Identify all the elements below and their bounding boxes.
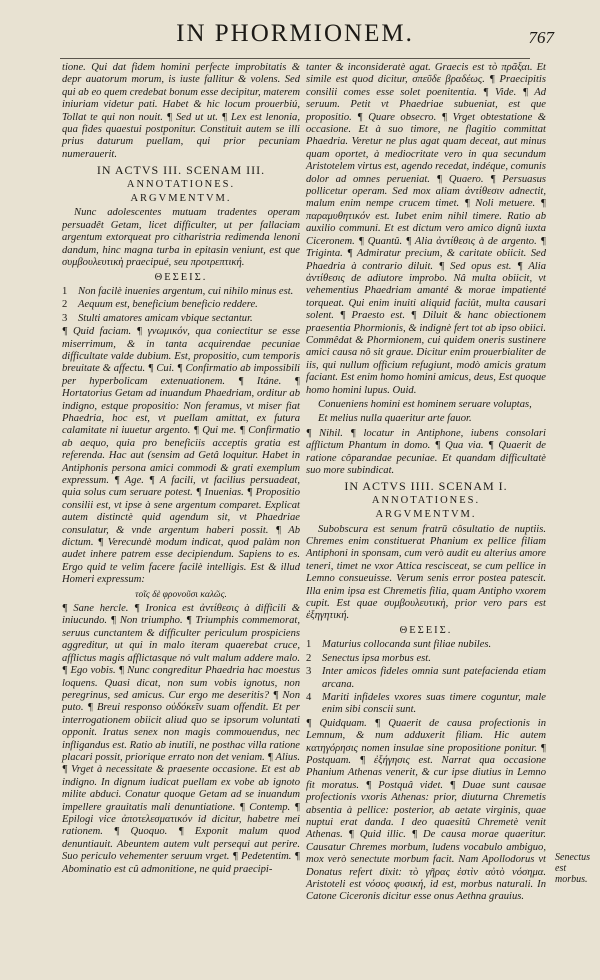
thesis-item: 2 Aequum est, beneficium beneficio reddere. [62,299,258,311]
argument-text-right: Subobscura est senum fratrū côsultatio de nuptiis. Chremes enim constituerat Phanium ex pellice filiam Antiphoni in sponsam, cum verò audit eu alterius amore teneri, timet ne vxor Attica rescisceat, se cum pellice in Lemno consueuisse. Verum senis error postea patescit. Illa enim ipsa est Chremetis filia, quam Antipho vxorem cupit. Est quae συμβουλευτικὴ, prior vero pars est ἐξηγητική. [306,523,546,622]
thesis-item: 2 Senectus ipsa morbus est. [306,652,431,664]
thesis-item: 1 Maturius collocanda sunt filiae nubiles. [306,639,492,651]
left-paragraph-2: ¶ Quid faciam. ¶ γνωμικόν, qua coniectitur se esse miserrimum, & in tanta acquirendae pecuniae difficultate valde dubium. Est, propositio, cum temporis breuitate & affectu. ¶ Cui. ¶ Confirmatio ab impossibili per hyperbolicam extenuationem. ¶ Itáne. ¶ Hortatorius Getam ad inuandum Phaedriam, orditur ab indigno, estque propositio: Non feramus, vt miser fiat Phaedria, hoc est, vt puellam amittat, ex futura calamitate ni iuuetur argento. ¶ Qui me. ¶ Confirmatio ab aequo, quia pro beneficiis acceptis gratia est referenda. Hac aut (sensim ad Getâ loquitur. Habet in Antiphonis persona amici commodi & grati exemplum expressum. ¶ Age. ¶ A facili, vt facilius persuadeat, quia solus cum seruare potest. ¶ Inuenias. ¶ Propositio consilii est, vt ipse à sene argentum comparet. Explicat autem distinctè quid agendum sit, vt Phaedriae consulatur, & vnde argentum haberi possit. ¶ Ab dictum. ¶ Verecundè modum indicat, quod palàm non audet inhere patrem esse decipiendum. Sapiens to es. Ergo quid te velim facere facilè intelligis. Est & illud Homeri expressum: [62,326,300,586]
left-paragraph-1: tione. Qui dat fidem homini perfecte improbitatis & depr auatorum morum, is iuste fallitur & volens. Sed qui ab eo quem credebat bonum esse decipitur, materem iniuriam videtur pati. Habet & hic locum prouerbiú, Tollat te qui non nouit. ¶ Sed ut ut. ¶ Lex est lenonia, qua fides quaestui postponitur. Constituit autem se illi prius daturum puellam, qui prior pecuniam numerauerit. [62,62,300,160]
page-number: 767 [528,28,554,47]
thesis-item: 4 Mariti infideles vxores suas timere coguntur, male enim sibi conscii sunt. [306,691,546,716]
right-column [306,62,546,903]
left-paragraph-3: ¶ Sane hercle. ¶ Ironica est ἀντίθεσις à difficili & iniucundo. ¶ Non triumpho. ¶ Triumphis commemorat, seruus cunctantem & difficulter periculum prospiciens aggreditur, ut qui in malo iteram quaerebat cruce, afflictus magis afflictasque nó vult malum addere malo. ¶ Ego vobis. ¶ Nunc congreditur Phaedria hac moestus loquens. Quasi dicat, non sum vobis ignotus, non peregrinus, sed amicus. Cur ergo me deseritis? ¶ Non puto. ¶ Breui responso οὐδόκεῖν suam offendit. Et per interrogationem obiicit aliud quo se ipsorum voluntati opponit. Iratus senex non magis commouendus, nec infligandus est. Ratio ab inutili, ne posthac villa ratione placari possit, priorique errato non det veniam. ¶ Alius. ¶ Vrget à necessitate & praesente occasione. Et est ab indigno. In dignum iudicat puellam ex vobe ab ignoto milite abduci. Conatur quoque Getam ad se inuandum impellere grauitatis mali denuntiatione. ¶ Contemp. ¶ Epilogi vice ἀποτελεσματικόν id dicitur, habetre mei rationem. ¶ Quoquo. ¶ Exponit malum quod denuntiauit. Abeuntem autem vult persequi aut perire. Suo periculo vehementer seruum vrget. ¶ Pedetentim. ¶ Abominatio est cû admonitione, ne quid praecipi- [62,603,300,875]
thesis-item: 3 Inter amicos fideles omnia sunt patefacienda etiam arcana. [306,666,546,690]
annotations-heading-right: ANNOTATIONES. [371,494,481,506]
act-heading-right: IN ACTVS IIII. SCENAM I. [344,479,508,494]
right-paragraph-2: ¶ Nihil. ¶ locatur in Antiphone, iubens consolari afflictum Phantum in domo. ¶ Qua via. ¶ Quaerit de ratione côparandae pecuniae. Et quandam difficultatè suo more subindicat. [306,427,546,476]
thesis-item: 3 Stulti amatores amicam vbique sectantur. [62,312,253,324]
verse-line-2: Et melius nulla quaeritur arte fauor. [318,413,472,425]
act-heading-left: IN ACTVS III. SCENAM III. [96,163,266,178]
right-paragraph-1: tanter & inconsideratè agat. Graecis est τὸ πρᾶξαι. Et simile est quod dicitur, σπεῦδε βραδέως. ¶ Praecipitis consilii comes esse solet poenitentia. ¶ Vide. ¶ Ad seruum. Petit vt Phaedriae subueniat, est que propositio. ¶ Quare obsecro. ¶ Vrget obtestatione & occasione. Et à suo timore, ne flagitio committat Phaedria. Veretur ne plus agat quam deceat, aut minus quam oportet, à mediocritate vero in qua secundum Aristotelem virtus est, agendo recedat, indéque, comunis dolor ad omnes perueniat. ¶ Quaero. ¶ Persuasus pollicetur operam. Sed mox aliam ἀντίθεσιν adnectit, malum enim nempe crucem timet. ¶ Noli metuere. ¶ παραμυθητικόν est. Iubet enim nihil timere. Ratio ab auxilio communi. Et est dictum vero amico dignû iuxta Ciceronem. ¶ Quantû. ¶ Alia ἀντίθεσις à de argento. ¶ Triginta. ¶ Admiratur precium, & caritate obiicit. Sed Phaedria à contrario diluit. ¶ Sed opus est. ¶ Alia ἀντίθεσις de adiutore improbo. Nâ multa obiicit, vt vehementius Phaedriam amanté & morae impatienté torqueat. Qui enim inuiti aliquid faciût, multa causari solent. ¶ Praesto est. ¶ Diluit & hanc obiectionem praesentia Phormionis, & indignè fert tot ab ipso obiici. Commêdat & Phormionem, cui quidem oneris sustinere amici causa nô sit graue. Dicitur enim prouerbialiter de iis, qui nullum officium refugiunt, modò amicis gratum faciant. Est enim homo homini amicus, deus, Est quoque homo homini lupus. Ouid. [306,62,546,396]
thesis-item: 1 Non facilè inuenies argentum, cui nihilo minus est. [62,285,294,297]
annotations-heading-left: ANNOTATIONES. [126,178,236,190]
theses-heading-left: ΘΕΣΕΙΣ. [154,271,208,283]
argument-text-left: Nunc adolescentes mutuam tradentes operam persuadêt Getam, licet difficulter, ut per fallaciam argentum extorqueat pro citharistria redimenda lenoni dandum, hinc magna turba in epitasin veniunt, est que συμβουλευτικὴ praecipué, seu προτρεπτική. [62,207,300,269]
running-title: IN PHORMIONEM. [176,20,414,47]
greek-quote: τοῖς δὲ φρονοῦσι καλῶς. [135,589,227,600]
verse-line-1: Conueniens homini est hominem seruare voluptas, [318,398,532,410]
argument-heading-right: ARGVMENTVM. [375,509,477,521]
margin-note: Senectus est morbus. [555,852,590,885]
argument-heading-left: ARGVMENTVM. [130,193,232,205]
left-column [62,62,300,967]
theses-heading-right: ΘΕΣΕΙΣ. [399,624,453,636]
page-header [60,16,554,59]
right-paragraph-3: ¶ Quidquam. ¶ Quaerit de causa profectionis in Lemnum, & num adduxerit filiam. Hic autem κατηγόρησις nomen insulae sine propositione ponitur. ¶ Postquam. ¶ ἐξήγησις est. Narrat qua occasione Phanium Athenas venerit, & cur ipse diutius in Lemno fit moratus. ¶ Postquâ videt. ¶ Duae sunt causae profectionis vxoris Athenas: prior, diuturna Chremetis absentia à pellice: posterior, ab aetate virginis, quae nuptui erat danda. I deo quaesitû Chremetè venit Athenas. ¶ Quid illic. ¶ De causa morae quaeritur. Causatur Chremes morbum, ludens vocabulo ambiguo, mox verò senectute morbum facit. Nam Apollodorus vt Donatus refert dixit: τὸ γῆρας ἐστὶν αὐτὸ νόσημα. Aristoteli est νόσος φυσική, id est, morbus naturali. In Catone Ciceronis dicitur esse onus Aethna grauius. [306,717,546,903]
